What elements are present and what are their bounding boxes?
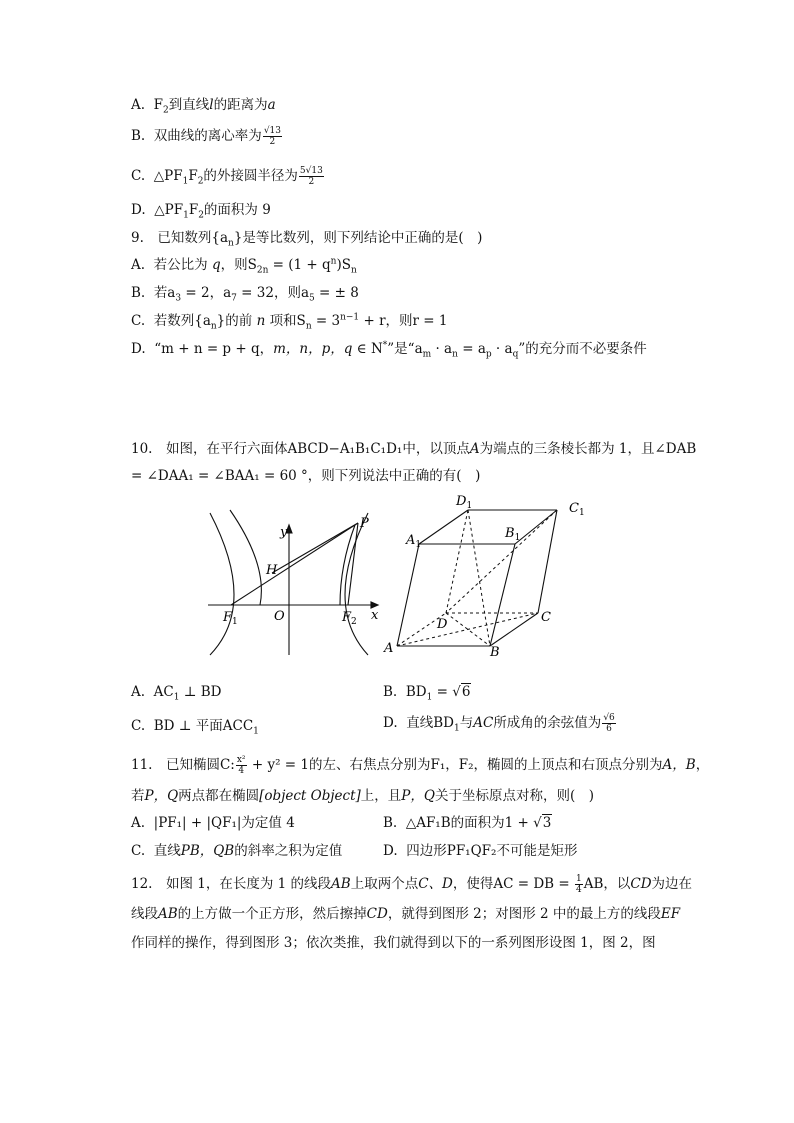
q10-option-b: B. $BD_1 = √6$ [383, 684, 471, 703]
q9-option-c: C. 若数列$\{a_n\}$的前 n 项和$S_n = 3^{n-1} + r$，则r = 1 [131, 312, 448, 332]
label-h: H [266, 563, 278, 578]
q10-option-d: D. 直线$BD_1$与AC所成角的余弦值为 $\frac{√6}{6}$ [383, 713, 615, 734]
q8-option-c: C. $\triangle PF_1F_2$的外接圆半径为 $\frac{5√13}{2}$ [131, 166, 323, 187]
q11-stem-line2: 若P，Q两点都在椭圆[object Object]上，且P，Q关于坐标原点对称，则( ) [131, 788, 594, 804]
line-f2-p [348, 523, 358, 605]
q12-stem-line1: 12. 如图 1，在长度为 1 的线段AB上取两个点C、D，使得AC = DB = $\frac{1}{4}$ AB，以CD为边在 [131, 874, 693, 895]
q12-stem-line3: 作同样的操作，得到图形 3；依次类推，我们就得到以下的一系列图形设图 1，图 2，图 [131, 935, 656, 951]
q10-option-a: A. $AC_1$ ⊥ BD [131, 684, 222, 703]
label-b: B [490, 645, 500, 660]
left-branch [210, 513, 234, 655]
label-d1: $D_1$ [456, 494, 473, 511]
label-c: C [541, 610, 551, 625]
q11-option-b: B. △AF₁B的面积为1 + √3 [383, 815, 552, 831]
label-p: P [360, 516, 369, 531]
label-o: O [274, 609, 285, 624]
label-a: A [384, 641, 394, 656]
label-a1: $A_1$ [406, 533, 422, 550]
q12-stem-line2: 线段AB的上方做一个正方形，然后擦掉CD，就得到图形 2；对图形 2 中的最上方的线段EF [131, 906, 681, 922]
q8-option-b: B. 双曲线的离心率为 $\frac{√13}{2}$ [131, 126, 281, 147]
q11-option-c: C. 直线PB，QB的斜率之积为定值 [131, 843, 343, 859]
q9-option-a: A. 若公比为 q，则$S_{2n} = (1 + q^n)S_n$ [131, 256, 357, 276]
q9-option-d: D. “m + n = p + q，m，n，p，q ∈ N*”是“$a_m \cdot a_n = a_p \cdot a_q$”的充分而不必要条件 [131, 340, 647, 360]
q11-option-d: D. 四边形PF₁QF₂不可能是矩形 [383, 843, 578, 859]
label-b1: $B_1$ [505, 526, 521, 543]
q10-stem-line1: 10. 如图，在平行六面体ABCD−A₁B₁C₁D₁中，以顶点A为端点的三条棱长都为 1，且∠DAB [131, 441, 697, 457]
label-c1: $C_1$ [569, 501, 585, 518]
q11-option-a: A. |PF₁| + |QF₁|为定值 4 [131, 815, 295, 831]
q11-stem-line1: 11. 已知椭圆C: $\frac{\text{x²}}{4}$ + y² = 1的左、右焦点分别为F₁，F₂，椭圆的上顶点和右顶点分别为A，B， [131, 755, 710, 776]
parallelepiped-figure [380, 490, 595, 660]
label-f2: $F_2$ [342, 610, 357, 627]
label-x: x [371, 608, 379, 623]
label-d: D [437, 617, 448, 632]
label-f1: $F_1$ [223, 610, 238, 627]
q10-stem-line2: = ∠DAA₁ = ∠BAA₁ = 60 °，则下列说法中正确的有( ) [131, 468, 481, 484]
q8-option-a: A. $F_2$到直线l的距离为a [131, 97, 276, 116]
q10-option-c: C. BD ⊥ 平面$ACC_1$ [131, 718, 259, 737]
q9-stem: 9. 已知数列$\{a_n\}$是等比数列，则下列结论中正确的是( ) [131, 230, 483, 249]
hyperbola-figure [200, 505, 390, 660]
left-branch-outer [230, 510, 261, 605]
line-f1-p [231, 523, 358, 605]
q8-option-d: D. $\triangle PF_1F_2$的面积为 9 [131, 202, 271, 221]
label-y: y [280, 525, 288, 540]
q9-option-b: B. 若$a_3 = 2$，$a_7 = 32$，则$a_5$ = ± 8 [131, 285, 359, 304]
